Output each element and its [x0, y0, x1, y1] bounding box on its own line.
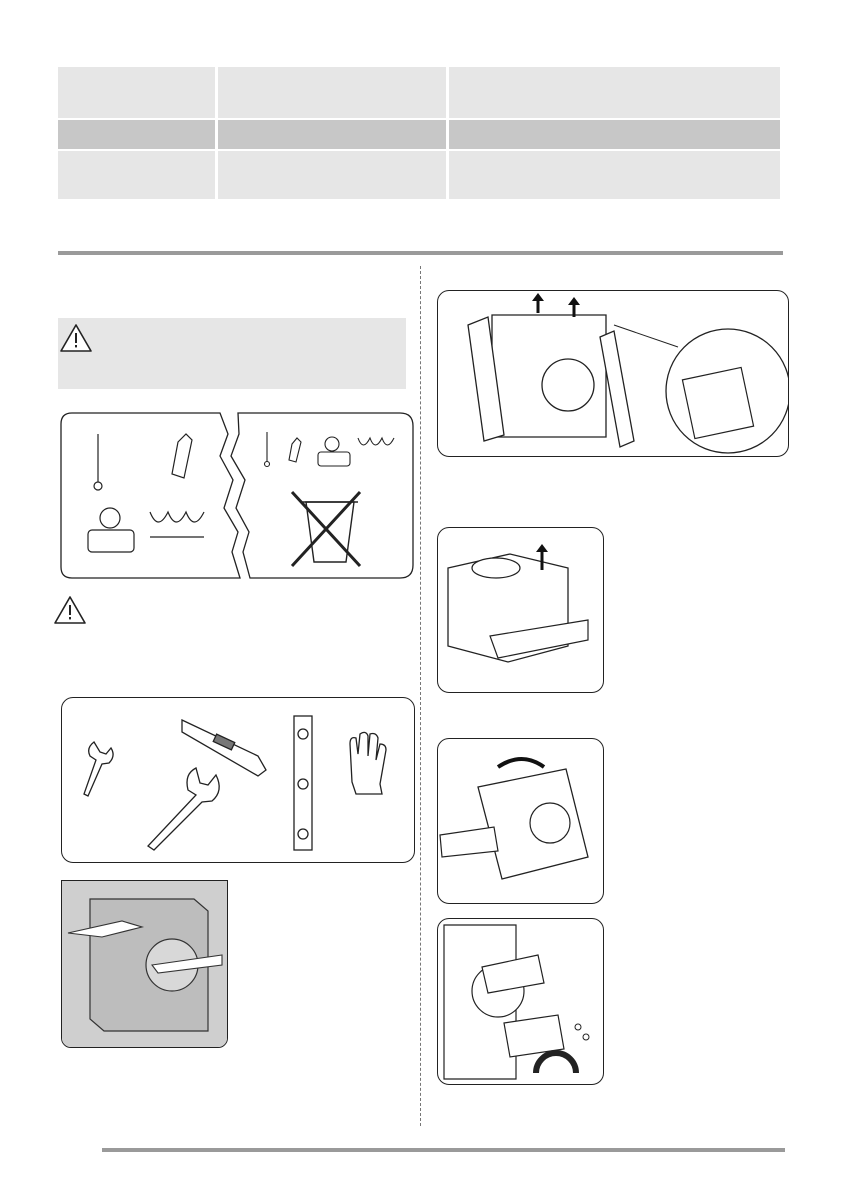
table-row [58, 67, 780, 118]
table-cell [58, 67, 215, 118]
remove-packaging-panel [437, 290, 789, 457]
accessories-illustration [60, 412, 416, 580]
table-cell [58, 151, 215, 199]
unpack-box-panel [61, 880, 228, 1048]
table-row [58, 120, 780, 149]
table-cell [449, 120, 780, 149]
gloves-icon [350, 732, 386, 794]
table-cell [218, 67, 446, 118]
section-divider [58, 251, 783, 255]
table-cell [218, 120, 446, 149]
warning-box [58, 318, 406, 389]
warning-triangle-icon [52, 594, 88, 626]
spirit-level-icon [294, 716, 312, 850]
table-cell [218, 151, 446, 199]
table-cell [58, 120, 215, 149]
footer-rule [102, 1148, 785, 1152]
table-row [58, 151, 780, 199]
remove-bolts-panel [437, 918, 604, 1085]
column-divider [420, 266, 421, 1126]
table-cell [449, 67, 780, 118]
cutter-knife-icon [182, 720, 266, 776]
tools-panel [61, 697, 415, 863]
table-cell [449, 151, 780, 199]
tilt-unit-panel [437, 738, 604, 904]
warning-triangle-icon [58, 322, 94, 354]
lift-unit-panel [437, 527, 604, 693]
wrench-icon [84, 742, 219, 850]
